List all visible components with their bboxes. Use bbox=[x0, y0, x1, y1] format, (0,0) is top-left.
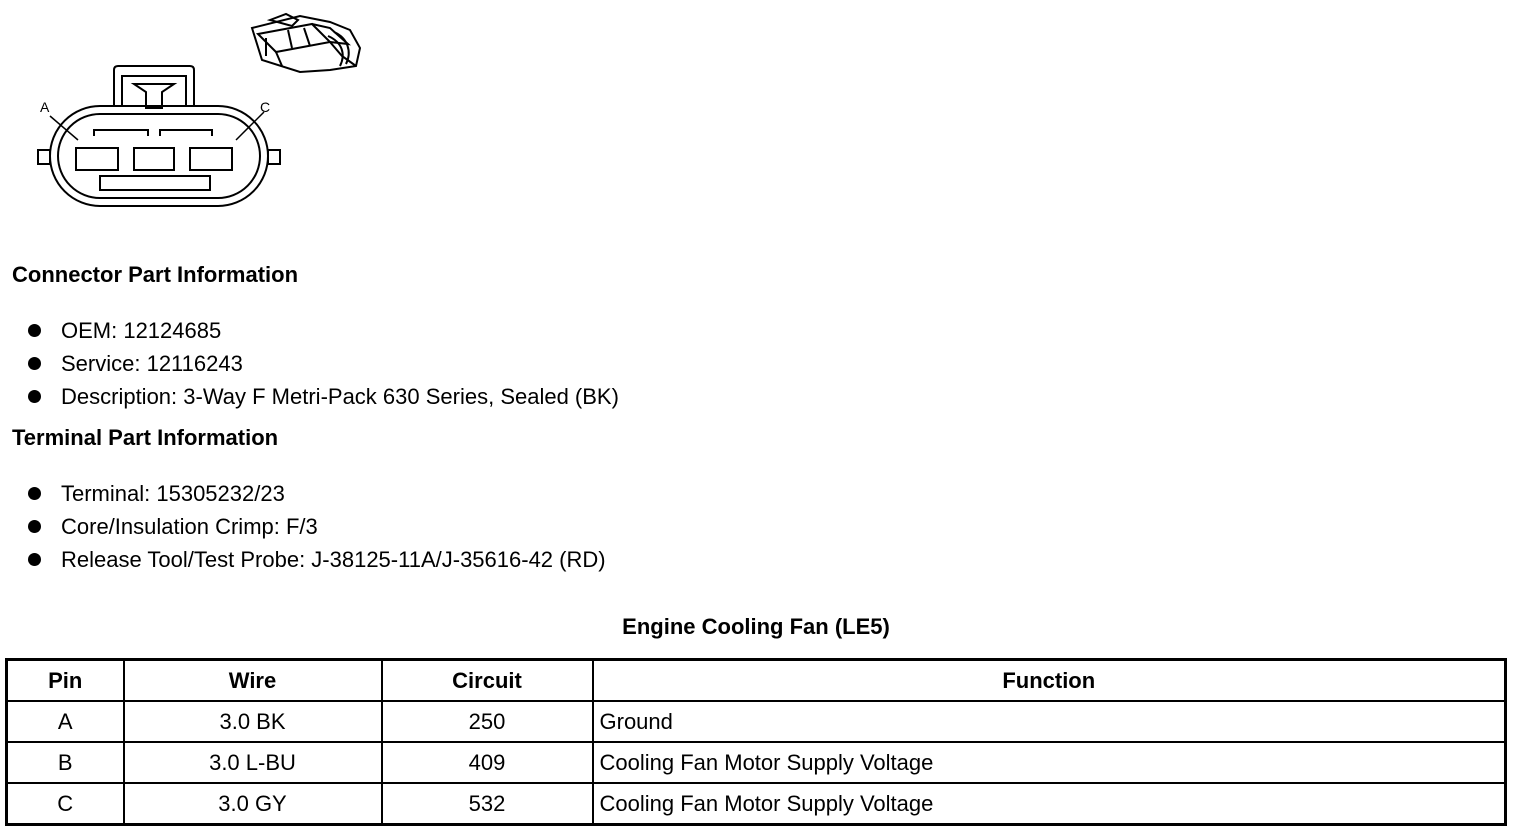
bullet-icon bbox=[28, 487, 41, 500]
connector-part-title: Connector Part Information bbox=[12, 262, 299, 287]
list-item bbox=[28, 347, 619, 380]
table-title: Engine Cooling Fan (LE5) bbox=[622, 614, 890, 639]
bullet-icon bbox=[28, 357, 41, 370]
terminal-part-title: Terminal Part Information bbox=[12, 425, 279, 450]
cell-function: Cooling Fan Motor Supply Voltage bbox=[593, 783, 1506, 825]
connector-part-list bbox=[28, 314, 619, 413]
bullet-icon bbox=[28, 324, 41, 337]
header-pin: Pin bbox=[7, 660, 124, 702]
connector-description: Description: 3-Way F Metri-Pack 630 Series, Sealed (BK) bbox=[61, 384, 619, 409]
terminal-release-tool: Release Tool/Test Probe: J-38125-11A/J-35616-42 (RD) bbox=[61, 547, 606, 572]
cell-wire: 3.0 GY bbox=[124, 783, 382, 825]
connector-face bbox=[38, 66, 280, 206]
cell-pin: B bbox=[7, 742, 124, 783]
bullet-icon bbox=[28, 390, 41, 403]
bullet-icon bbox=[28, 520, 41, 533]
cell-circuit: 250 bbox=[382, 701, 593, 742]
terminal-crimp: Core/Insulation Crimp: F/3 bbox=[61, 514, 318, 539]
cell-wire: 3.0 L-BU bbox=[124, 742, 382, 783]
connector-oem: OEM: 12124685 bbox=[61, 318, 222, 343]
list-item bbox=[28, 543, 606, 576]
list-item bbox=[28, 314, 619, 347]
cell-circuit: 532 bbox=[382, 783, 593, 825]
connector-perspective-view bbox=[252, 14, 360, 72]
table-row bbox=[7, 783, 1506, 825]
pin-table bbox=[5, 658, 1507, 826]
table-row bbox=[7, 701, 1506, 742]
pin-label-c: C bbox=[260, 99, 271, 115]
cell-pin: C bbox=[7, 783, 124, 825]
bullet-icon bbox=[28, 553, 41, 566]
header-wire: Wire bbox=[124, 660, 382, 702]
terminal-part-list bbox=[28, 477, 606, 576]
cell-function: Cooling Fan Motor Supply Voltage bbox=[593, 742, 1506, 783]
list-item bbox=[28, 510, 606, 543]
list-item bbox=[28, 380, 619, 413]
connector-diagram bbox=[30, 8, 380, 213]
header-circuit: Circuit bbox=[382, 660, 593, 702]
table-header-row bbox=[7, 660, 1506, 702]
pin-label-a: A bbox=[40, 99, 50, 115]
table-row bbox=[7, 742, 1506, 783]
cell-function: Ground bbox=[593, 701, 1506, 742]
list-item bbox=[28, 477, 606, 510]
header-function: Function bbox=[593, 660, 1506, 702]
cell-wire: 3.0 BK bbox=[124, 701, 382, 742]
cell-circuit: 409 bbox=[382, 742, 593, 783]
connector-service: Service: 12116243 bbox=[61, 351, 243, 376]
terminal-number: Terminal: 15305232/23 bbox=[61, 481, 285, 506]
cell-pin: A bbox=[7, 701, 124, 742]
